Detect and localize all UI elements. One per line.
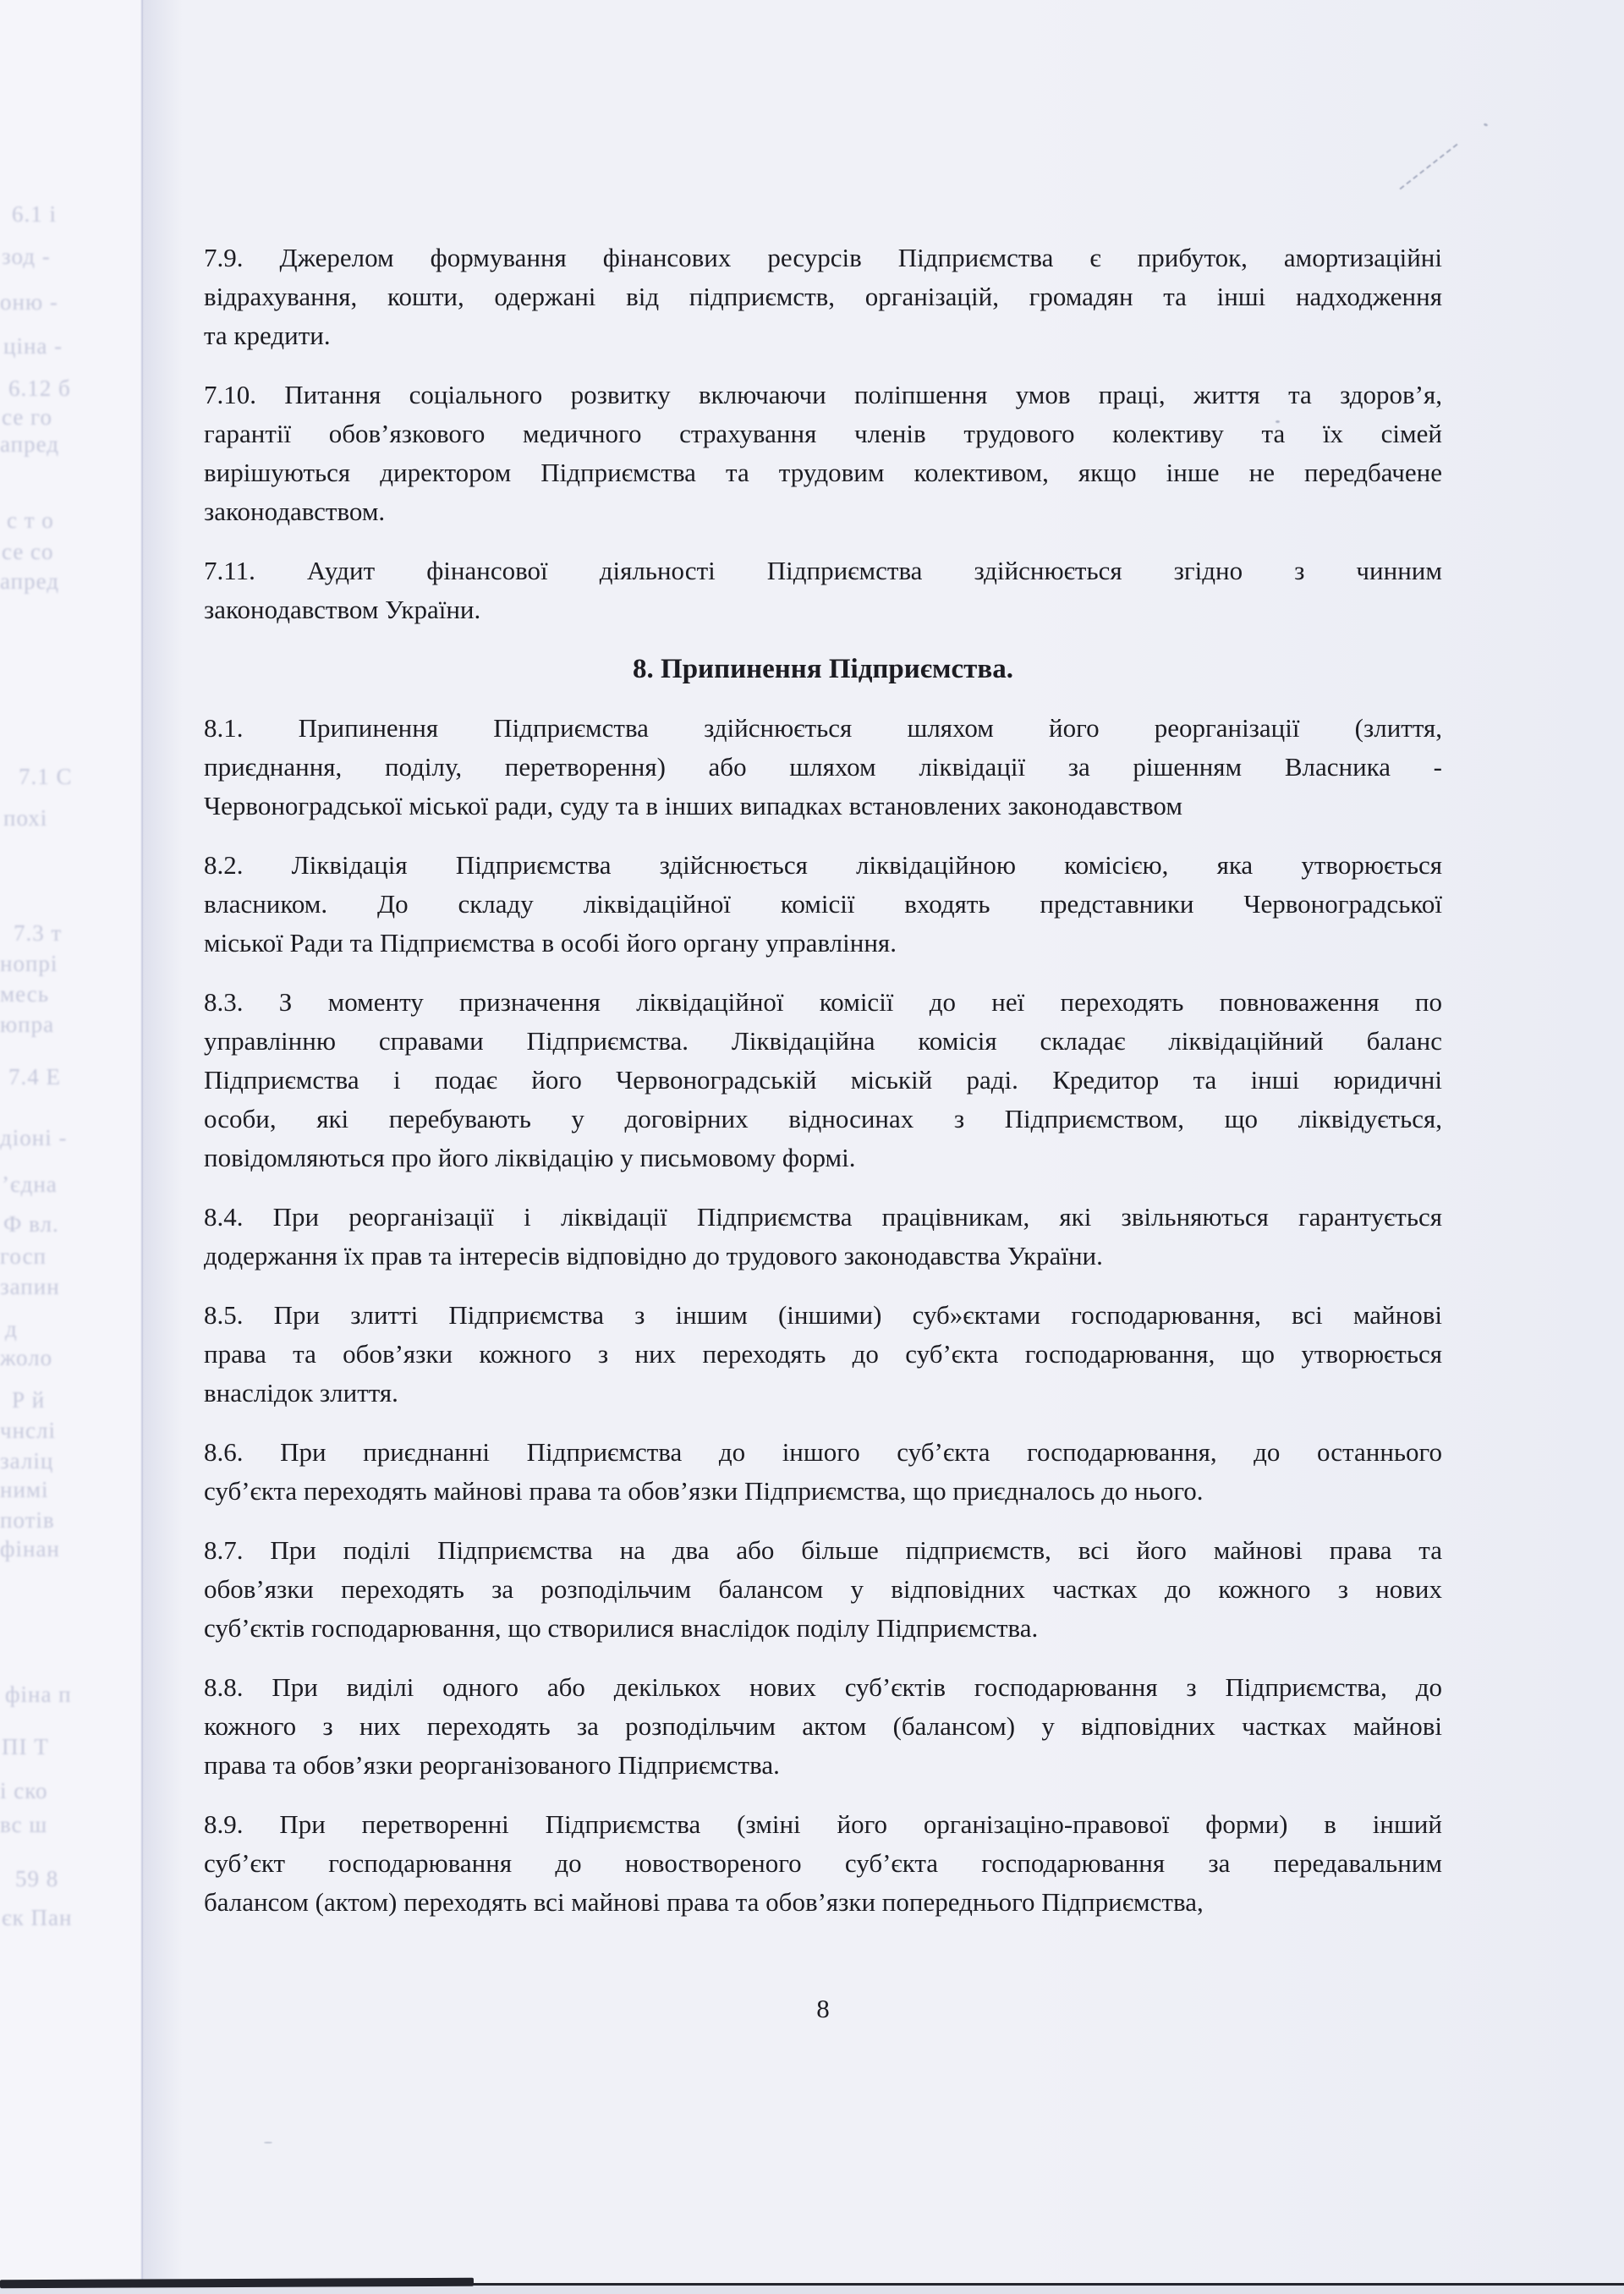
ghost-text-fragment: юпра (0, 1012, 55, 1037)
page-fold-edge (140, 0, 144, 2294)
paragraph-8-8-line-2: кожного з них переходять за розподільчим актом (балансом) у відповідних частках майнові (204, 1711, 1442, 1741)
ghost-text-fragment: 7.1 С (19, 764, 73, 789)
ghost-text-fragment: д (5, 1316, 18, 1342)
paragraph-8-3-line-3: Підприємства і подає його Червоноградській міській раді. Кредитор та інші юридичні (204, 1065, 1442, 1095)
paragraph-7-9 (204, 239, 1442, 355)
ghost-text-fragment: ’єдна (2, 1172, 58, 1197)
ghost-text-fragment: 7.3 т (14, 920, 63, 946)
paragraph-7-11-line-2: законодавством України. (204, 595, 481, 624)
paragraph-8-3-line-1: 8.3. З моменту призначення ліквідаційної комісії до неї переходять повноваження по (204, 987, 1442, 1017)
paragraph-8-2-line-3: міської Ради та Підприємства в особі його органу управління. (204, 928, 897, 958)
ghost-text-fragment: діоні - (0, 1125, 68, 1150)
ghost-text-fragment: ПІ Т (2, 1734, 49, 1759)
ghost-text-fragment: чнслі (0, 1418, 56, 1443)
paragraph-7-9-line-2: відрахування, кошти, одержані від підприємств, організацій, громадян та інші надходження (204, 282, 1442, 311)
paragraph-8-2-line-2: власником. До складу ліквідаційної комісії входять представники Червоноградської (204, 889, 1442, 919)
ghost-text-fragment: апред (0, 568, 59, 594)
ghost-text-fragment: єк Пан (2, 1905, 73, 1930)
ghost-text-fragment: 6.12 б (8, 376, 71, 401)
paragraph-8-8-line-3: права та обов’язки реорганізованого Підприємства. (204, 1750, 780, 1780)
paragraph-7-10-line-3: вирішуються директором Підприємства та трудовим колективом, якщо інше не передбачене (204, 458, 1442, 487)
paragraph-8-6-line-2: суб’єкта переходять майнові права та обов’язки Підприємства, що приєдналось до нього. (204, 1476, 1204, 1506)
section-heading-8-heading: 8. Припинення Підприємства. (633, 654, 1013, 684)
paragraph-8-9-line-2: суб’єкт господарювання до новоствореного суб’єкта господарювання за передавальним (204, 1848, 1442, 1878)
paragraph-8-5 (204, 1296, 1442, 1413)
paragraph-8-7-line-2: обов’язки переходять за розподільчим балансом у відповідних частках до кожного з нових (204, 1574, 1442, 1604)
ghost-text-fragment: госп (0, 1243, 47, 1269)
ghost-text-fragment: і ско (0, 1778, 48, 1803)
paragraph-8-2-line-1: 8.2. Ліквідація Підприємства здійснюється ліквідаційною комісією, яка утворюється (204, 850, 1442, 880)
paragraph-8-4 (204, 1198, 1442, 1276)
paragraph-8-1-line-1: 8.1. Припинення Підприємства здійснюється шляхом його реорганізації (злиття, (204, 713, 1442, 743)
paragraph-8-9 (204, 1805, 1442, 1922)
page-fold-shadow (144, 0, 183, 2294)
paragraph-8-3-line-5: повідомляються про його ліквідацію у письмовому формі. (204, 1143, 856, 1172)
ghost-text-fragment: заліц (0, 1448, 54, 1474)
ghost-text-fragment: похі (3, 805, 48, 831)
ghost-text-fragment: фіна п (5, 1682, 72, 1707)
ghost-text-fragment: Р й (12, 1387, 46, 1413)
previous-page-edge (0, 0, 142, 2294)
paragraph-8-6 (204, 1433, 1442, 1511)
paragraph-7-11-line-1: 7.11. Аудит фінансової діяльності Підприємства здійснюється згідно з чинним (204, 556, 1442, 585)
paragraph-8-8-line-1: 8.8. При виділі одного або декількох нових суб’єктів господарювання з Підприємства, до (204, 1672, 1442, 1702)
paragraph-7-9-line-3: та кредити. (204, 321, 331, 350)
paragraph-7-10-line-1: 7.10. Питання соціального розвитку включаючи поліпшення умов праці, життя та здоров’я, (204, 380, 1442, 409)
ghost-text-fragment: нимі (0, 1477, 49, 1502)
scan-bottom-edge (0, 2283, 1624, 2286)
paragraph-8-8 (204, 1668, 1442, 1785)
page-number: 8 (816, 1994, 830, 2023)
ghost-text-fragment: се со (2, 539, 54, 564)
paragraph-7-10-line-2: гарантії обов’язкового медичного страхування членів трудового колективу та їх сімей (204, 419, 1442, 448)
ghost-text-fragment: запин (0, 1274, 60, 1299)
dust-speck (264, 2142, 272, 2143)
paragraph-8-4-line-1: 8.4. При реорганізації і ліквідації Підприємства працівникам, які звільняються гарантується (204, 1202, 1442, 1232)
paragraph-8-9-line-3: балансом (актом) переходять всі майнові права та обов’язки попереднього Підприємства, (204, 1887, 1204, 1917)
paragraph-7-10-line-4: законодавством. (204, 497, 386, 526)
paragraph-8-7-line-3: суб’єктів господарювання, що створилися внаслідок поділу Підприємства. (204, 1613, 1039, 1643)
paragraph-7-10 (204, 376, 1442, 531)
paragraph-8-6-line-1: 8.6. При приєднанні Підприємства до іншого суб’єкта господарювання, до останнього (204, 1437, 1442, 1467)
ghost-text-fragment: апред (0, 431, 59, 457)
ghost-text-fragment: оню - (0, 289, 58, 315)
ghost-text-fragment: 6.1 і (12, 201, 58, 227)
paragraph-8-7-line-1: 8.7. При поділі Підприємства на два або більше підприємств, всі його майнові права та (204, 1535, 1442, 1565)
paragraph-8-3-line-4: особи, які перебувають у договірних відносинах з Підприємством, що ліквідується, (204, 1104, 1442, 1133)
paragraph-8-5-line-3: внаслідок злиття. (204, 1378, 398, 1408)
ghost-text-fragment: 7.4 Е (8, 1064, 61, 1089)
paragraph-8-1-line-2: приєднання, поділу, перетворення) або шляхом ліквідації за рішенням Власника - (204, 752, 1442, 782)
paragraph-8-9-line-1: 8.9. При перетворенні Підприємства (зміні його організаціно-правової форми) в інший (204, 1809, 1442, 1839)
ghost-text-fragment: с т о (7, 508, 54, 533)
ghost-text-fragment: нопрі (0, 951, 58, 976)
paragraph-8-3-line-2: управлінню справами Підприємства. Ліквідаційна комісія складає ліквідаційний баланс (204, 1026, 1442, 1056)
ghost-text-fragment: се го (2, 404, 52, 430)
paragraph-8-7 (204, 1531, 1442, 1648)
paragraph-8-1 (204, 709, 1442, 826)
paragraph-8-5-line-2: права та обов’язки кожного з них переходять до суб’єкта господарювання, що утворюється (204, 1339, 1442, 1369)
ghost-text-fragment: фінан (0, 1536, 60, 1561)
paragraph-8-5-line-1: 8.5. При злитті Підприємства з іншим (іншими) суб»єктами господарювання, всі майнові (204, 1300, 1442, 1330)
document-body (204, 239, 1442, 1942)
ghost-text-fragment: Ф вл. (3, 1211, 59, 1237)
ghost-text-fragment: потів (0, 1507, 55, 1533)
paragraph-8-2 (204, 846, 1442, 963)
paragraph-7-9-line-1: 7.9. Джерелом формування фінансових ресурсів Підприємства є прибуток, амортизаційні (204, 243, 1442, 272)
ghost-text-fragment: жоло (0, 1345, 53, 1370)
ghost-text-fragment: месь (0, 981, 50, 1007)
ghost-text-fragment: вс ш (0, 1812, 48, 1837)
ghost-text-fragment: 59 8 (15, 1866, 59, 1891)
paragraph-8-1-line-3: Червоноградської міської ради, суду та в інших випадках встановлених законодавством (204, 791, 1182, 820)
paragraph-8-4-line-2: додержання їх прав та інтересів відповідно до трудового законодавства України. (204, 1241, 1103, 1270)
paragraph-8-3 (204, 983, 1442, 1177)
ghost-text-fragment: ціна - (3, 333, 63, 359)
paragraph-7-11 (204, 552, 1442, 629)
ghost-text-fragment: зод - (2, 244, 51, 269)
